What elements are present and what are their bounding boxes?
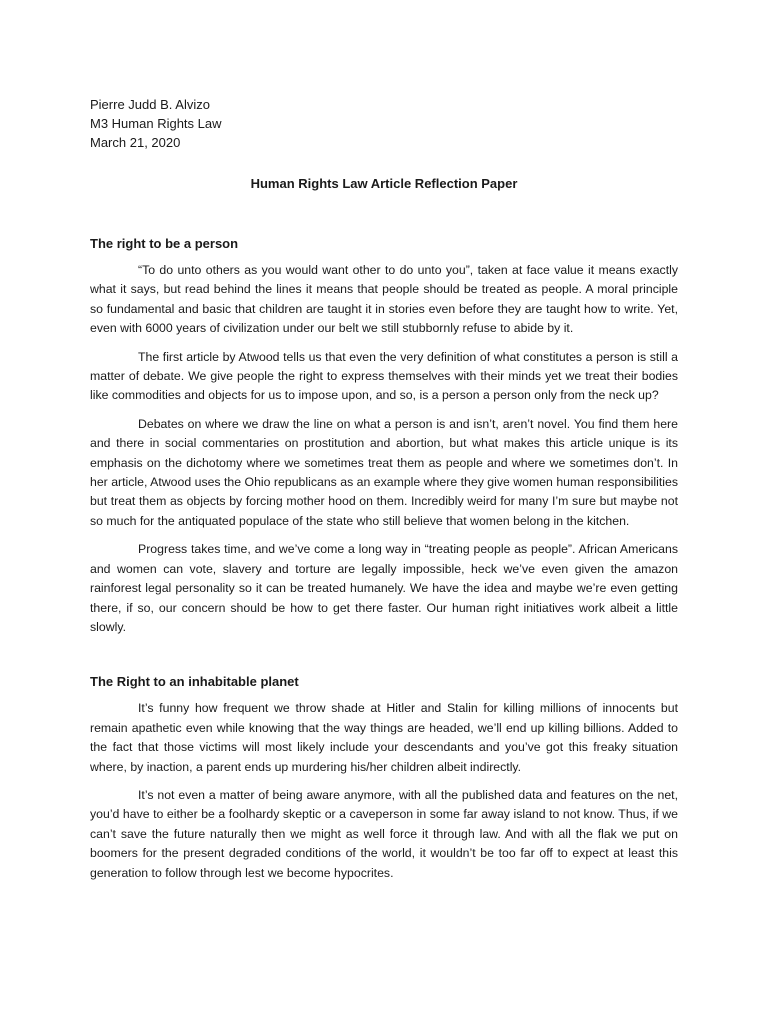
paragraph: It’s funny how frequent we throw shade at Hitler and Stalin for killing millions of innocents but remain apathetic even while knowing that the way things are headed, we’ll end up killing billions. Added to the fact that those victims will most likely include your descendants and you’ve got this freaky situation where, by inaction, a parent ends up murdering his/her children albeit indirectly. — [90, 701, 678, 774]
document-date: March 21, 2020 — [90, 135, 181, 150]
paragraph: Debates on where we draw the line on what a person is and isn’t, aren’t novel. You find them here and there in social commentaries on prostitution and abortion, but what makes this article unique is its emphasis on the dichotomy where we sometimes treat them as people and where we sometimes don’t. In her article, Atwood uses the Ohio republicans as an example where they give women human responsibilities but treat them as objects by forcing mother hood on them. Incredibly weird for many I’m sure but maybe not so much for the antiquated populace of the state who still believe that women belong in the kitchen. — [90, 416, 678, 528]
paragraph: “To do unto others as you would want other to do unto you”, taken at face value it means exactly what it says, but read behind the lines it means that people should be treated as people. A moral principle so fundamental and basic that children are taught it in stories even before they are taught how to write. Yet, even with 6000 years of civilization under our belt we still stubbornly refuse to abide by it. — [90, 263, 678, 336]
section-heading-planet: The Right to an inhabitable planet — [90, 674, 299, 690]
section-heading-person: The right to be a person — [90, 236, 239, 251]
paragraph: The first article by Atwood tells us that even the very definition of what constitutes a person is still a matter of debate. We give people the right to express themselves with their minds yet we treat their bodies like commodities and objects for us to impose upon, and so, is a person a person only from the neck up? — [90, 349, 678, 403]
paragraph: It’s not even a matter of being aware anymore, with all the published data and features on the net, you’d have to either be a foolhardy skeptic or a caveperson in some far away island to not know. Thus, if we can’t save the future naturally then we might as well force it through law. And with all the flak we put on boomers for the present degraded conditions of the world, it wouldn’t be too far off to expect at least this generation to follow through lest we become hypocrites. — [90, 787, 678, 880]
document-title: Human Rights Law Article Reflection Paper — [250, 176, 518, 191]
author-name: Pierre Judd B. Alvizo — [90, 97, 210, 112]
paragraph: Progress takes time, and we’ve come a long way in “treating people as people”. African Americans and women can vote, slavery and torture are legally impossible, heck we’ve even given the amazon rainforest legal personality so it can be treated humanely. We have the idea and maybe we’re even getting there, if so, our concern should be how to get there faster. Our human right initiatives work albeit a little slowly. — [90, 542, 678, 634]
course-name: M3 Human Rights Law — [90, 116, 222, 131]
document-page — [90, 95, 678, 883]
